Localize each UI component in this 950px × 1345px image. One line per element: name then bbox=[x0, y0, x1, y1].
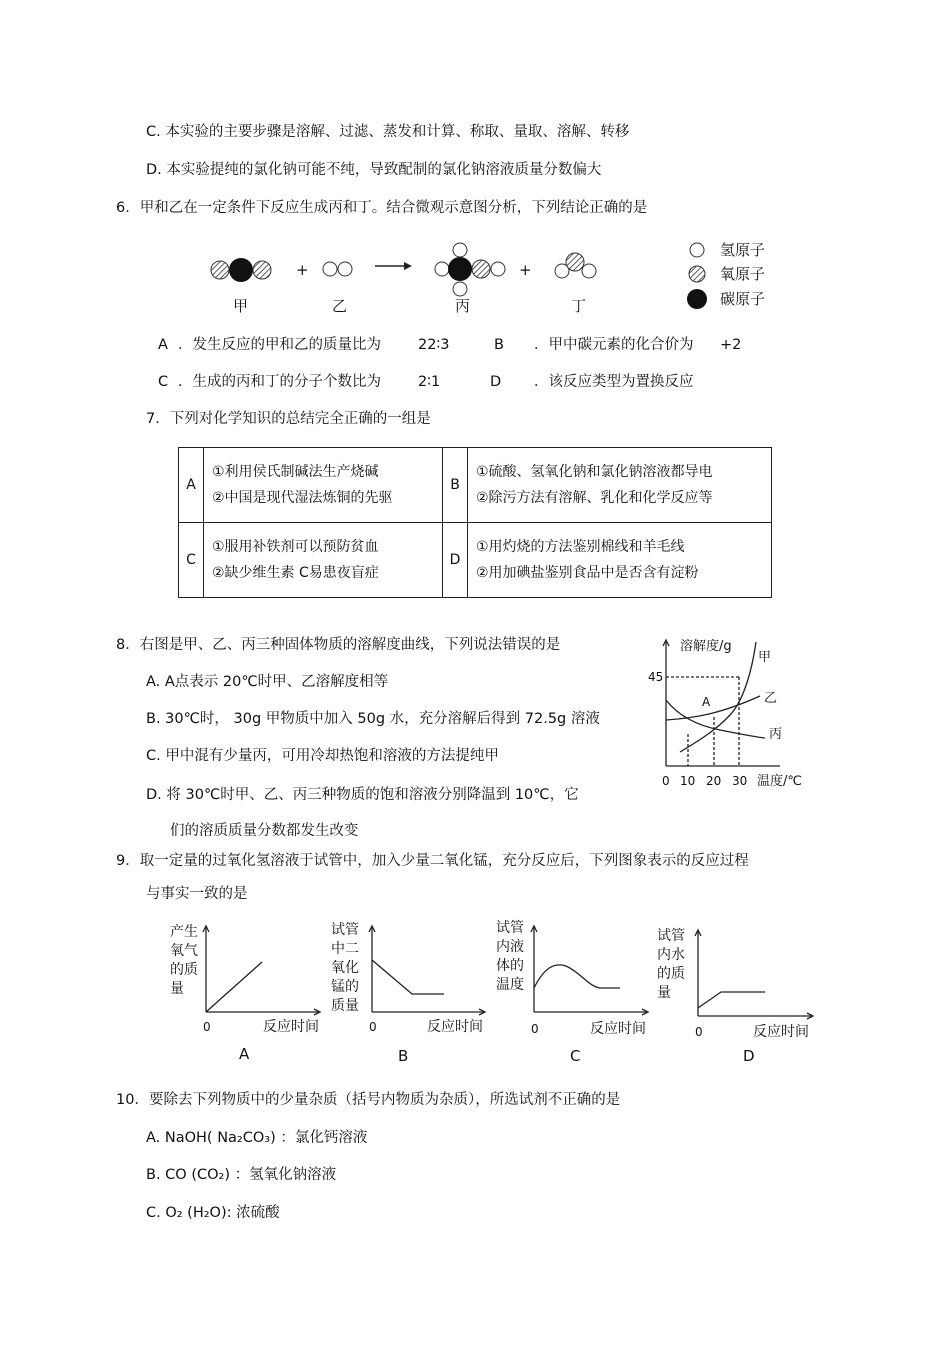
graph-a bbox=[165, 918, 330, 1068]
plus-sign-2: + bbox=[519, 261, 532, 279]
series-label-bing: 丙 bbox=[769, 727, 783, 742]
graph-b bbox=[328, 918, 493, 1068]
table-row bbox=[179, 523, 772, 598]
cell-line: ①利用侯氏制碱法生产烧碱 bbox=[212, 464, 379, 480]
q9-stem-cont: 与事实一致的是 bbox=[146, 886, 248, 902]
cell-line: ②除污方法有溶解、乳化和化学反应等 bbox=[476, 490, 713, 506]
q9-stem: 9．取一定量的过氧化氢溶液于试管中，加入少量二氧化锰，充分反应后，下列图象表示的反应过程 bbox=[116, 853, 749, 869]
curve-yi bbox=[666, 696, 760, 720]
q10-stem: 10．要除去下列物质中的少量杂质（括号内物质为杂质），所选试剂不正确的是 bbox=[116, 1092, 621, 1108]
graph-b-label: B bbox=[398, 1047, 409, 1065]
x-tick-10: 10 bbox=[680, 774, 696, 788]
cell-content bbox=[204, 523, 443, 598]
cell-key: A bbox=[179, 448, 204, 523]
cell-key: B bbox=[443, 448, 468, 523]
cell-content bbox=[468, 448, 772, 523]
graph-d-ylabel: 试管 内水 的质 量 bbox=[657, 928, 685, 1001]
graph-c-xlabel: 反应时间 bbox=[590, 1021, 646, 1037]
y-axis-label: 溶解度/g bbox=[680, 639, 732, 654]
legend-oxygen: 氧原子 bbox=[720, 265, 766, 283]
graph-c bbox=[492, 918, 657, 1068]
graph-d-origin: 0 bbox=[695, 1025, 703, 1039]
curve-b bbox=[372, 960, 444, 994]
q7-stem: 7．下列对化学知识的总结完全正确的一组是 bbox=[146, 411, 431, 427]
q6-option-a-text: ．发生反应的甲和乙的质量比为 bbox=[178, 337, 381, 353]
molecule-yi bbox=[323, 262, 352, 276]
graph-c-origin: 0 bbox=[531, 1022, 539, 1036]
label-bing: 丙 bbox=[455, 297, 471, 315]
cell-line: ①硫酸、氢氧化钠和氯化钠溶液都导电 bbox=[476, 464, 713, 480]
molecule-jia bbox=[211, 258, 271, 282]
q8-option-c: C. 甲中混有少量丙，可用冷却热饱和溶液的方法提纯甲 bbox=[146, 748, 499, 764]
cell-line: ②缺少维生素 C易患夜盲症 bbox=[212, 565, 379, 581]
q6-option-d-key: D bbox=[490, 374, 502, 390]
cell-line: ②用加碘盐鉴别食品中是否含有淀粉 bbox=[476, 565, 699, 581]
curve-c bbox=[534, 965, 620, 988]
cell-key: D bbox=[443, 523, 468, 598]
q6-option-c-value: 2∶1 bbox=[418, 374, 441, 390]
graph-b-origin: 0 bbox=[369, 1020, 377, 1034]
curve-a bbox=[206, 962, 262, 1012]
q8-option-a: A. A点表示 20℃时甲、乙溶解度相等 bbox=[146, 674, 389, 690]
molecule-ding bbox=[555, 253, 596, 278]
cell-content bbox=[468, 523, 772, 598]
x-tick-0: 0 bbox=[662, 774, 670, 788]
q10-option-b: B. CO (CO₂) ：氢氧化钠溶液 bbox=[146, 1167, 337, 1183]
label-yi: 乙 bbox=[332, 297, 348, 315]
q7-summary-table bbox=[178, 447, 772, 598]
series-label-yi: 乙 bbox=[764, 691, 778, 706]
q6-option-c-text: ．生成的丙和丁的分子个数比为 bbox=[178, 374, 381, 390]
graph-d-xlabel: 反应时间 bbox=[753, 1024, 809, 1040]
graph-a-ylabel: 产生 氧气 的质 量 bbox=[170, 924, 198, 997]
graph-a-xlabel: 反应时间 bbox=[263, 1019, 319, 1035]
q10-option-c: C. O₂ (H₂O): 浓硫酸 bbox=[146, 1205, 280, 1221]
q6-option-a-value: 22∶3 bbox=[418, 337, 450, 353]
curve-d bbox=[698, 992, 765, 1008]
q6-option-d-text: ．该反应类型为置换反应 bbox=[534, 374, 694, 390]
table-row bbox=[179, 448, 772, 523]
graph-a-label: A bbox=[239, 1045, 250, 1063]
q8-stem: 8．右图是甲、乙、丙三种固体物质的溶解度曲线，下列说法错误的是 bbox=[116, 637, 561, 653]
graph-c-label: C bbox=[570, 1047, 581, 1065]
q8-option-d-cont: 们的溶质质量分数都发生改变 bbox=[170, 823, 359, 839]
q6-option-b-key: B bbox=[494, 337, 504, 353]
cell-key: C bbox=[179, 523, 204, 598]
x-tick-20: 20 bbox=[706, 774, 722, 788]
x-tick-30: 30 bbox=[732, 774, 748, 788]
q6-option-b-text: ．甲中碳元素的化合价为 bbox=[534, 337, 694, 353]
solubility-chart bbox=[640, 630, 810, 795]
label-ding: 丁 bbox=[571, 297, 587, 315]
graph-a-origin: 0 bbox=[203, 1020, 211, 1034]
y-tick-45: 45 bbox=[648, 670, 664, 684]
graph-d bbox=[655, 918, 820, 1068]
plus-sign: + bbox=[296, 261, 309, 279]
x-axis-label: 温度/℃ bbox=[757, 774, 802, 789]
curve-jia bbox=[680, 642, 756, 752]
q6-molecule-diagram bbox=[200, 236, 790, 322]
legend-carbon: 碳原子 bbox=[720, 290, 766, 308]
q8-option-b: B. 30℃时， 30g 甲物质中加入 50g 水，充分溶解后得到 72.5g 溶液 bbox=[146, 711, 600, 727]
q5-option-d: D. 本实验提纯的氯化钠可能不纯，导致配制的氯化钠溶液质量分数偏大 bbox=[146, 162, 602, 178]
cell-line: ①服用补铁剂可以预防贫血 bbox=[212, 539, 379, 555]
cell-content bbox=[204, 448, 443, 523]
legend-hydrogen: 氢原子 bbox=[720, 241, 766, 259]
reaction-arrow bbox=[375, 262, 412, 270]
graph-b-xlabel: 反应时间 bbox=[427, 1019, 483, 1035]
cell-line: ①用灼烧的方法鉴别棉线和羊毛线 bbox=[476, 539, 685, 555]
molecule-bing bbox=[435, 243, 505, 296]
q5-option-c: C. 本实验的主要步骤是溶解、过滤、蒸发和计算、称取、量取、溶解、转移 bbox=[146, 124, 630, 140]
cell-line: ②中国是现代湿法炼铜的先驱 bbox=[212, 490, 393, 506]
q10-option-a: A. NaOH( Na₂CO₃) ：氯化钙溶液 bbox=[146, 1130, 368, 1146]
label-jia: 甲 bbox=[233, 297, 249, 315]
graph-d-label: D bbox=[743, 1047, 755, 1065]
q8-option-d: D. 将 30℃时甲、乙、丙三种物质的饱和溶液分别降温到 10℃，它 bbox=[146, 787, 579, 803]
point-a-label: A bbox=[702, 695, 711, 709]
atom-legend bbox=[687, 241, 765, 309]
q6-stem: 6．甲和乙在一定条件下反应生成丙和丁。结合微观示意图分析，下列结论正确的是 bbox=[116, 200, 648, 216]
graph-c-ylabel: 试管 内液 体的 温度 bbox=[496, 920, 524, 993]
q6-option-b-value: +2 bbox=[720, 337, 742, 353]
q6-option-a-key: A bbox=[158, 337, 168, 353]
series-label-jia: 甲 bbox=[758, 650, 772, 665]
graph-b-ylabel: 试管 中二 氧化 锰的 质量 bbox=[331, 922, 359, 1014]
q6-option-c-key: C bbox=[158, 374, 169, 390]
